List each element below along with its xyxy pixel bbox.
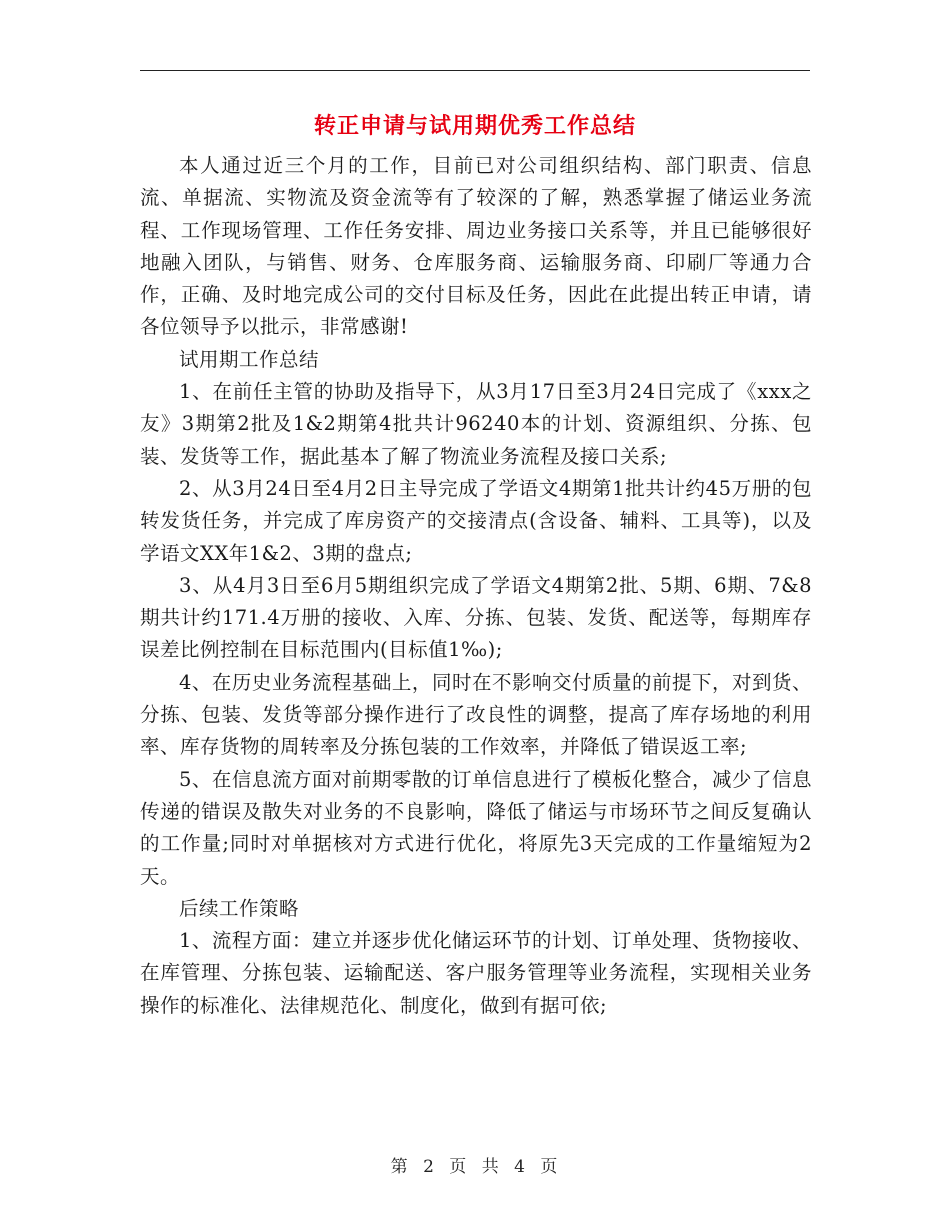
paragraph-item-4: 4、在历史业务流程基础上，同时在不影响交付质量的前提下，对到货、分拣、包装、发货等部分操作进行了改良性的调整，提高了库存场地的利用率、库存货物的周转率及分拣包装的工作效率，并降低了错误返工率;: [140, 670, 812, 759]
document-body: [140, 150, 812, 1022]
heading-follow-up-strategy: 后续工作策略: [179, 896, 300, 920]
document-title: 转正申请与试用期优秀工作总结: [313, 113, 636, 139]
paragraph-intro: 本人通过近三个月的工作，目前已对公司组织结构、部门职责、信息流、单据流、实物流及资金流等有了较深的了解，熟悉掌握了储运业务流程、工作现场管理、工作任务安排、周边业务接口关系等，并且已能够很好地融入团队，与销售、财务、仓库服务商、运输服务商、印刷厂等通力合作，正确、及时地完成公司的交付目标及任务，因此在此提出转正申请，请各位领导予以批示，非常感谢!: [140, 154, 812, 339]
paragraph-item-1: 1、在前任主管的协助及指导下，从3月17日至3月24日完成了《xxx之友》3期第2批及1&2期第4批共计96240本的计划、资源组织、分拣、包装、发货等工作，据此基本了解了物流业务流程及接口关系;: [140, 380, 812, 468]
paragraph-item-5: 5、在信息流方面对前期零散的订单信息进行了模板化整合，减少了信息传递的错误及散失对业务的不良影响，降低了储运与市场环节之间反复确认的工作量;同时对单据核对方式进行优化，将原先3天完成的工作量缩短为2天。: [140, 767, 812, 888]
heading-probation-summary: 试用期工作总结: [179, 347, 320, 371]
paragraph-item-3: 3、从4月3日至6月5期组织完成了学语文4期第2批、5期、6期、7&8期共计约171.4万册的接收、入库、分拣、包装、发货、配送等，每期库存误差比例控制在目标范围内(目标值1‰);: [140, 573, 812, 662]
paragraph-item-2: 2、从3月24日至4月2日主导完成了学语文4期第1批共计约45万册的包转发货任务，并完成了库房资产的交接清点(含设备、辅料、工具等)，以及学语文XX年1&2、3期的盘点;: [140, 476, 812, 565]
paragraph-strategy-1: 1、流程方面：建立并逐步优化储运环节的计划、订单处理、货物接收、在库管理、分拣包装、运输配送、客户服务管理等业务流程，实现相关业务操作的标准化、法律规范化、制度化，做到有据可依;: [140, 929, 812, 1017]
header-rule: [140, 70, 810, 71]
page-number-footer: 第 2 页 共 4 页: [390, 1157, 560, 1177]
